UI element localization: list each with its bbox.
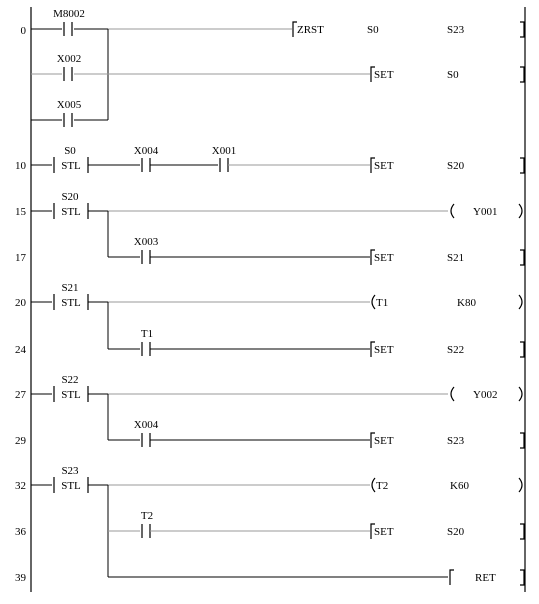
instruction-arg: S22 <box>447 344 465 356</box>
instruction-op: SET <box>374 526 394 538</box>
contact-x002 <box>64 67 72 81</box>
step-number: 17 <box>15 252 26 264</box>
contact-x004 <box>142 433 150 447</box>
coil-right <box>519 204 522 218</box>
instruction-arg: S20 <box>447 160 465 172</box>
instruction-bracket-end <box>520 158 524 173</box>
stl-label: STL <box>61 206 81 218</box>
coil-left <box>372 478 375 492</box>
instruction-op: SET <box>374 435 394 447</box>
instruction-op: SET <box>374 69 394 81</box>
contact-label: X002 <box>56 53 82 65</box>
contact-x005 <box>64 113 72 127</box>
stl-label: STL <box>61 160 81 172</box>
rung-10 <box>31 145 524 173</box>
coil-left <box>372 295 375 309</box>
instruction-arg: S0 <box>367 24 379 36</box>
instruction-bracket-end <box>520 433 524 448</box>
coil-label: Y002 <box>473 389 498 401</box>
stl-label: STL <box>61 297 81 309</box>
contact-label: X004 <box>133 145 159 157</box>
instruction-bracket-end <box>520 524 524 539</box>
rung-24 <box>108 328 524 357</box>
timer-preset: K80 <box>457 297 476 309</box>
contact-t1 <box>142 342 150 356</box>
rung-15 <box>31 191 522 257</box>
instruction-op: SET <box>374 344 394 356</box>
stl-label: STL <box>61 480 81 492</box>
instruction-bracket-end <box>520 570 524 585</box>
rung-32 <box>31 465 522 577</box>
instruction-arg: S23 <box>447 24 465 36</box>
contact-x001 <box>220 158 228 172</box>
instruction-bracket-end <box>520 342 524 357</box>
rung-27 <box>31 374 522 440</box>
contact-label: X004 <box>133 419 159 431</box>
stl-label: STL <box>61 389 81 401</box>
instruction-arg: S21 <box>447 252 465 264</box>
contact-x003 <box>142 250 150 264</box>
contact-label: S23 <box>61 465 79 477</box>
rung-17 <box>108 236 524 265</box>
contact-label: T2 <box>140 510 154 522</box>
instruction-op: RET <box>475 572 496 584</box>
instruction-bracket-end <box>520 22 524 37</box>
coil-label: Y001 <box>473 206 498 218</box>
step-number: 36 <box>15 526 26 538</box>
step-number: 29 <box>15 435 26 447</box>
contact-m8002 <box>64 22 72 36</box>
coil-right <box>519 478 522 492</box>
step-number: 0 <box>20 25 26 37</box>
step-number: 32 <box>15 480 26 492</box>
coil-left <box>451 387 454 401</box>
instruction-arg: S23 <box>447 435 465 447</box>
coil-right <box>519 295 522 309</box>
contact-label: X001 <box>211 145 237 157</box>
rung-0 <box>31 8 524 127</box>
coil-right <box>519 387 522 401</box>
instruction-arg: S20 <box>447 526 465 538</box>
step-number: 27 <box>15 389 26 401</box>
contact-label: S0 <box>64 145 76 157</box>
contact-t2 <box>142 524 150 538</box>
rung-29 <box>108 419 524 448</box>
contact-x004 <box>142 158 150 172</box>
contact-label: S20 <box>61 191 79 203</box>
contact-label: M8002 <box>53 8 85 20</box>
step-number: 39 <box>15 572 26 584</box>
rung-20 <box>31 282 522 349</box>
instruction-arg: S0 <box>447 69 459 81</box>
instruction-bracket-end <box>520 250 524 265</box>
step-number: 24 <box>15 344 26 356</box>
contact-label: X005 <box>56 99 82 111</box>
instruction-op: SET <box>374 160 394 172</box>
rung-36 <box>108 510 524 539</box>
instruction-op: SET <box>374 252 394 264</box>
instruction-bracket <box>450 570 454 585</box>
step-number: 15 <box>15 206 26 218</box>
contact-label: S21 <box>61 282 79 294</box>
rung-39 <box>108 570 524 585</box>
contact-label: X003 <box>133 236 159 248</box>
timer-preset: K60 <box>450 480 469 492</box>
timer-name: T2 <box>376 480 389 492</box>
contact-label: S22 <box>61 374 79 386</box>
instruction-bracket-end <box>520 67 524 82</box>
step-number: 10 <box>15 160 26 172</box>
timer-name: T1 <box>376 297 389 309</box>
coil-left <box>451 204 454 218</box>
contact-label: T1 <box>140 328 154 340</box>
step-number: 20 <box>15 297 26 309</box>
instruction-op: ZRST <box>297 24 324 36</box>
